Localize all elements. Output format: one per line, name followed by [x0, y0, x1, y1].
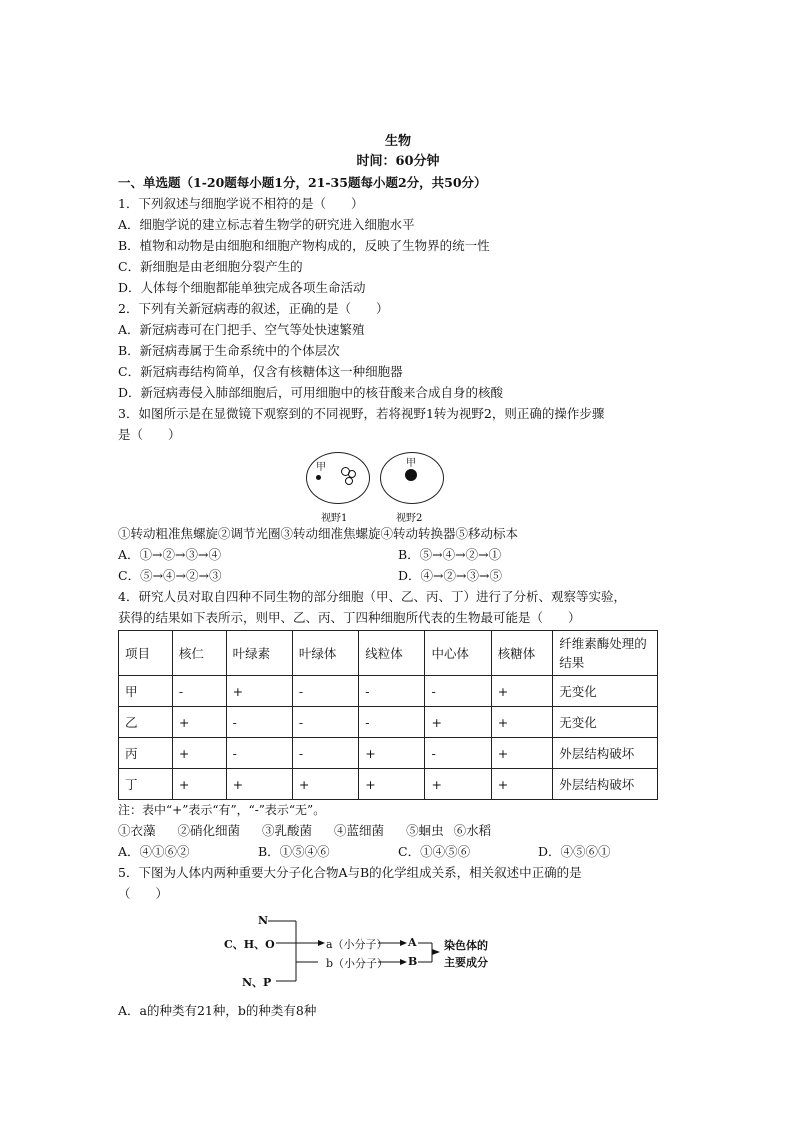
organism-item: ③乳酸菌 [262, 823, 313, 838]
table-cell: + [491, 676, 552, 707]
table-header-cell: 线粒体 [359, 631, 425, 676]
table-cell: + [359, 738, 425, 769]
q2-option-c: C．新冠病毒结构简单，仅含有核糖体这一种细胞器 [118, 364, 403, 379]
q2-stem: 2．下列有关新冠病毒的叙述，正确的是（ ） [118, 301, 389, 316]
q5-option-a: A．a的种类有21种，b的种类有8种 [118, 1003, 317, 1018]
page-subtitle: 时间：60分钟 [356, 154, 440, 169]
table-header-row [119, 631, 658, 676]
element-n: N [258, 914, 269, 927]
q3-options-row1 [118, 544, 678, 565]
table-cell: 外层结构破坏 [553, 769, 658, 800]
table-cell: 丁 [119, 769, 173, 800]
organism-item: ④蓝细菌 [334, 823, 385, 838]
small-molecule-a: a（小分子） [326, 938, 388, 951]
cell-analysis-table [118, 630, 658, 800]
table-note: 注：表中“+”表示“有”，“-”表示“无”。 [118, 803, 326, 817]
q3-stem-line2: 是（ ） [118, 427, 181, 442]
table-cell: - [292, 676, 358, 707]
table-row [119, 738, 658, 769]
q3-options-row2 [118, 565, 678, 586]
q1-option-b: B．植物和动物是由细胞和细胞产物构成的，反映了生物界的统一性 [118, 238, 490, 253]
q4-option-c: C．①④⑤⑥ [398, 844, 471, 859]
element-cho: C、H、O [224, 938, 275, 951]
microscope-figure [118, 449, 678, 524]
q3-option-d: D．④→②→③→⑤ [398, 568, 502, 583]
table-row [119, 769, 658, 800]
page-title: 生物 [384, 134, 411, 149]
q1-option-d: D．人体每个细胞都能单独完成各项生命活动 [118, 280, 366, 295]
table-cell: - [226, 707, 292, 738]
macromolecule-b: B [408, 955, 418, 968]
q5-stem: 5．下图为人体内两种重要大分子化合物A与B的化学组成关系，相关叙述中正确的是 [118, 865, 582, 880]
organism-item: ①衣藻 [118, 823, 156, 838]
table-header-cell: 叶绿素 [226, 631, 292, 676]
field2-caption: 视野2 [396, 513, 423, 524]
table-cell: + [292, 769, 358, 800]
field-of-view-1 [306, 452, 370, 504]
q1-option-c: C．新细胞是由老细胞分裂产生的 [118, 259, 303, 274]
table-cell: 无变化 [553, 707, 658, 738]
table-cell: + [359, 769, 425, 800]
table-header-cell: 中心体 [425, 631, 491, 676]
table-cell: + [172, 707, 226, 738]
q3-option-c: C．⑤→④→②→③ [118, 568, 222, 583]
table-header-cell: 核糖体 [491, 631, 552, 676]
table-cell: + [491, 707, 552, 738]
q4-option-a: A．④①⑥② [118, 844, 190, 859]
section-heading: 一、单选题（1-20题每小题1分，21-35题每小题2分，共50分） [118, 175, 487, 190]
q4-organisms [118, 820, 678, 841]
table-cell: + [226, 769, 292, 800]
organism-item: ②硝化细菌 [177, 823, 241, 838]
q1-option-a: A．细胞学说的建立标志着生物学的研究进入细胞水平 [118, 217, 415, 232]
table-cell: 丙 [119, 738, 173, 769]
chromosome-label-line1: 染色体的 [444, 939, 488, 952]
table-row [119, 707, 658, 738]
table-cell: + [491, 769, 552, 800]
table-cell: - [226, 738, 292, 769]
organism-item: ⑤蛔虫 [406, 823, 444, 838]
q4-option-b: B．①⑤④⑥ [258, 844, 330, 859]
table-cell: + [172, 738, 226, 769]
table-cell: - [425, 676, 491, 707]
table-cell: + [491, 738, 552, 769]
element-np: N、P [242, 976, 272, 989]
table-row [119, 676, 658, 707]
small-molecule-b: b（小分子） [326, 957, 389, 970]
q4-stem-line2: 获得的结果如下表所示，则甲、乙、丙、丁四种细胞所代表的生物最可能是（ ） [118, 610, 581, 625]
table-cell: 乙 [119, 707, 173, 738]
table-cell: 外层结构破坏 [553, 738, 658, 769]
diagram-lines [118, 906, 678, 998]
field-of-view-2 [380, 452, 444, 504]
small-cell-dot [316, 475, 321, 480]
chromosome-label-line2: 主要成分 [444, 956, 488, 969]
q3-steps: ①转动粗准焦螺旋②调节光圈③转动细准焦螺旋④转动转换器⑤移动标本 [118, 526, 519, 541]
table-cell: + [425, 769, 491, 800]
table-cell: + [425, 707, 491, 738]
table-cell: - [359, 676, 425, 707]
cell-circle-icon [345, 477, 353, 485]
field2-jia-label: 甲 [406, 458, 416, 469]
organism-item: ⑥水稻 [453, 823, 492, 838]
q3-option-b: B．⑤→④→②→① [398, 547, 502, 562]
table-cell: + [172, 769, 226, 800]
table-cell: 无变化 [553, 676, 658, 707]
q5-stem-paren: （ ） [118, 886, 169, 901]
q2-option-d: D．新冠病毒侵入肺部细胞后，可用细胞中的核苷酸来合成自身的核酸 [118, 385, 504, 400]
table-cell: 甲 [119, 676, 173, 707]
q3-option-a: A．①→②→③→④ [118, 547, 221, 562]
q4-option-d: D．④⑤⑥① [538, 844, 611, 859]
molecule-diagram [118, 906, 678, 998]
table-cell: - [292, 738, 358, 769]
table-header-cell: 核仁 [172, 631, 226, 676]
macromolecule-a: A [408, 936, 417, 949]
table-header-cell: 项目 [119, 631, 173, 676]
table-cell: - [292, 707, 358, 738]
q2-option-b: B．新冠病毒属于生命系统中的个体层次 [118, 343, 340, 358]
q1-stem: 1．下列叙述与细胞学说不相符的是（ ） [118, 196, 364, 211]
q4-options [118, 841, 678, 862]
exam-page [118, 130, 678, 1021]
table-cell: - [172, 676, 226, 707]
table-cell: - [359, 707, 425, 738]
table-header-cell: 纤维素酶处理的结果 [553, 631, 658, 676]
table-cell: - [425, 738, 491, 769]
q2-option-a: A．新冠病毒可在门把手、空气等处快速繁殖 [118, 322, 365, 337]
table-cell: + [226, 676, 292, 707]
large-cell-dot [405, 469, 417, 481]
q3-stem-line1: 3．如图所示是在显微镜下观察到的不同视野，若将视野1转为视野2，则正确的操作步骤 [118, 406, 605, 421]
q4-stem-line1: 4．研究人员对取自四种不同生物的部分细胞（甲、乙、丙、丁）进行了分析、观察等实验， [118, 589, 626, 604]
field1-caption: 视野1 [321, 513, 348, 524]
table-header-cell: 叶绿体 [292, 631, 358, 676]
field1-jia-label: 甲 [316, 462, 326, 473]
